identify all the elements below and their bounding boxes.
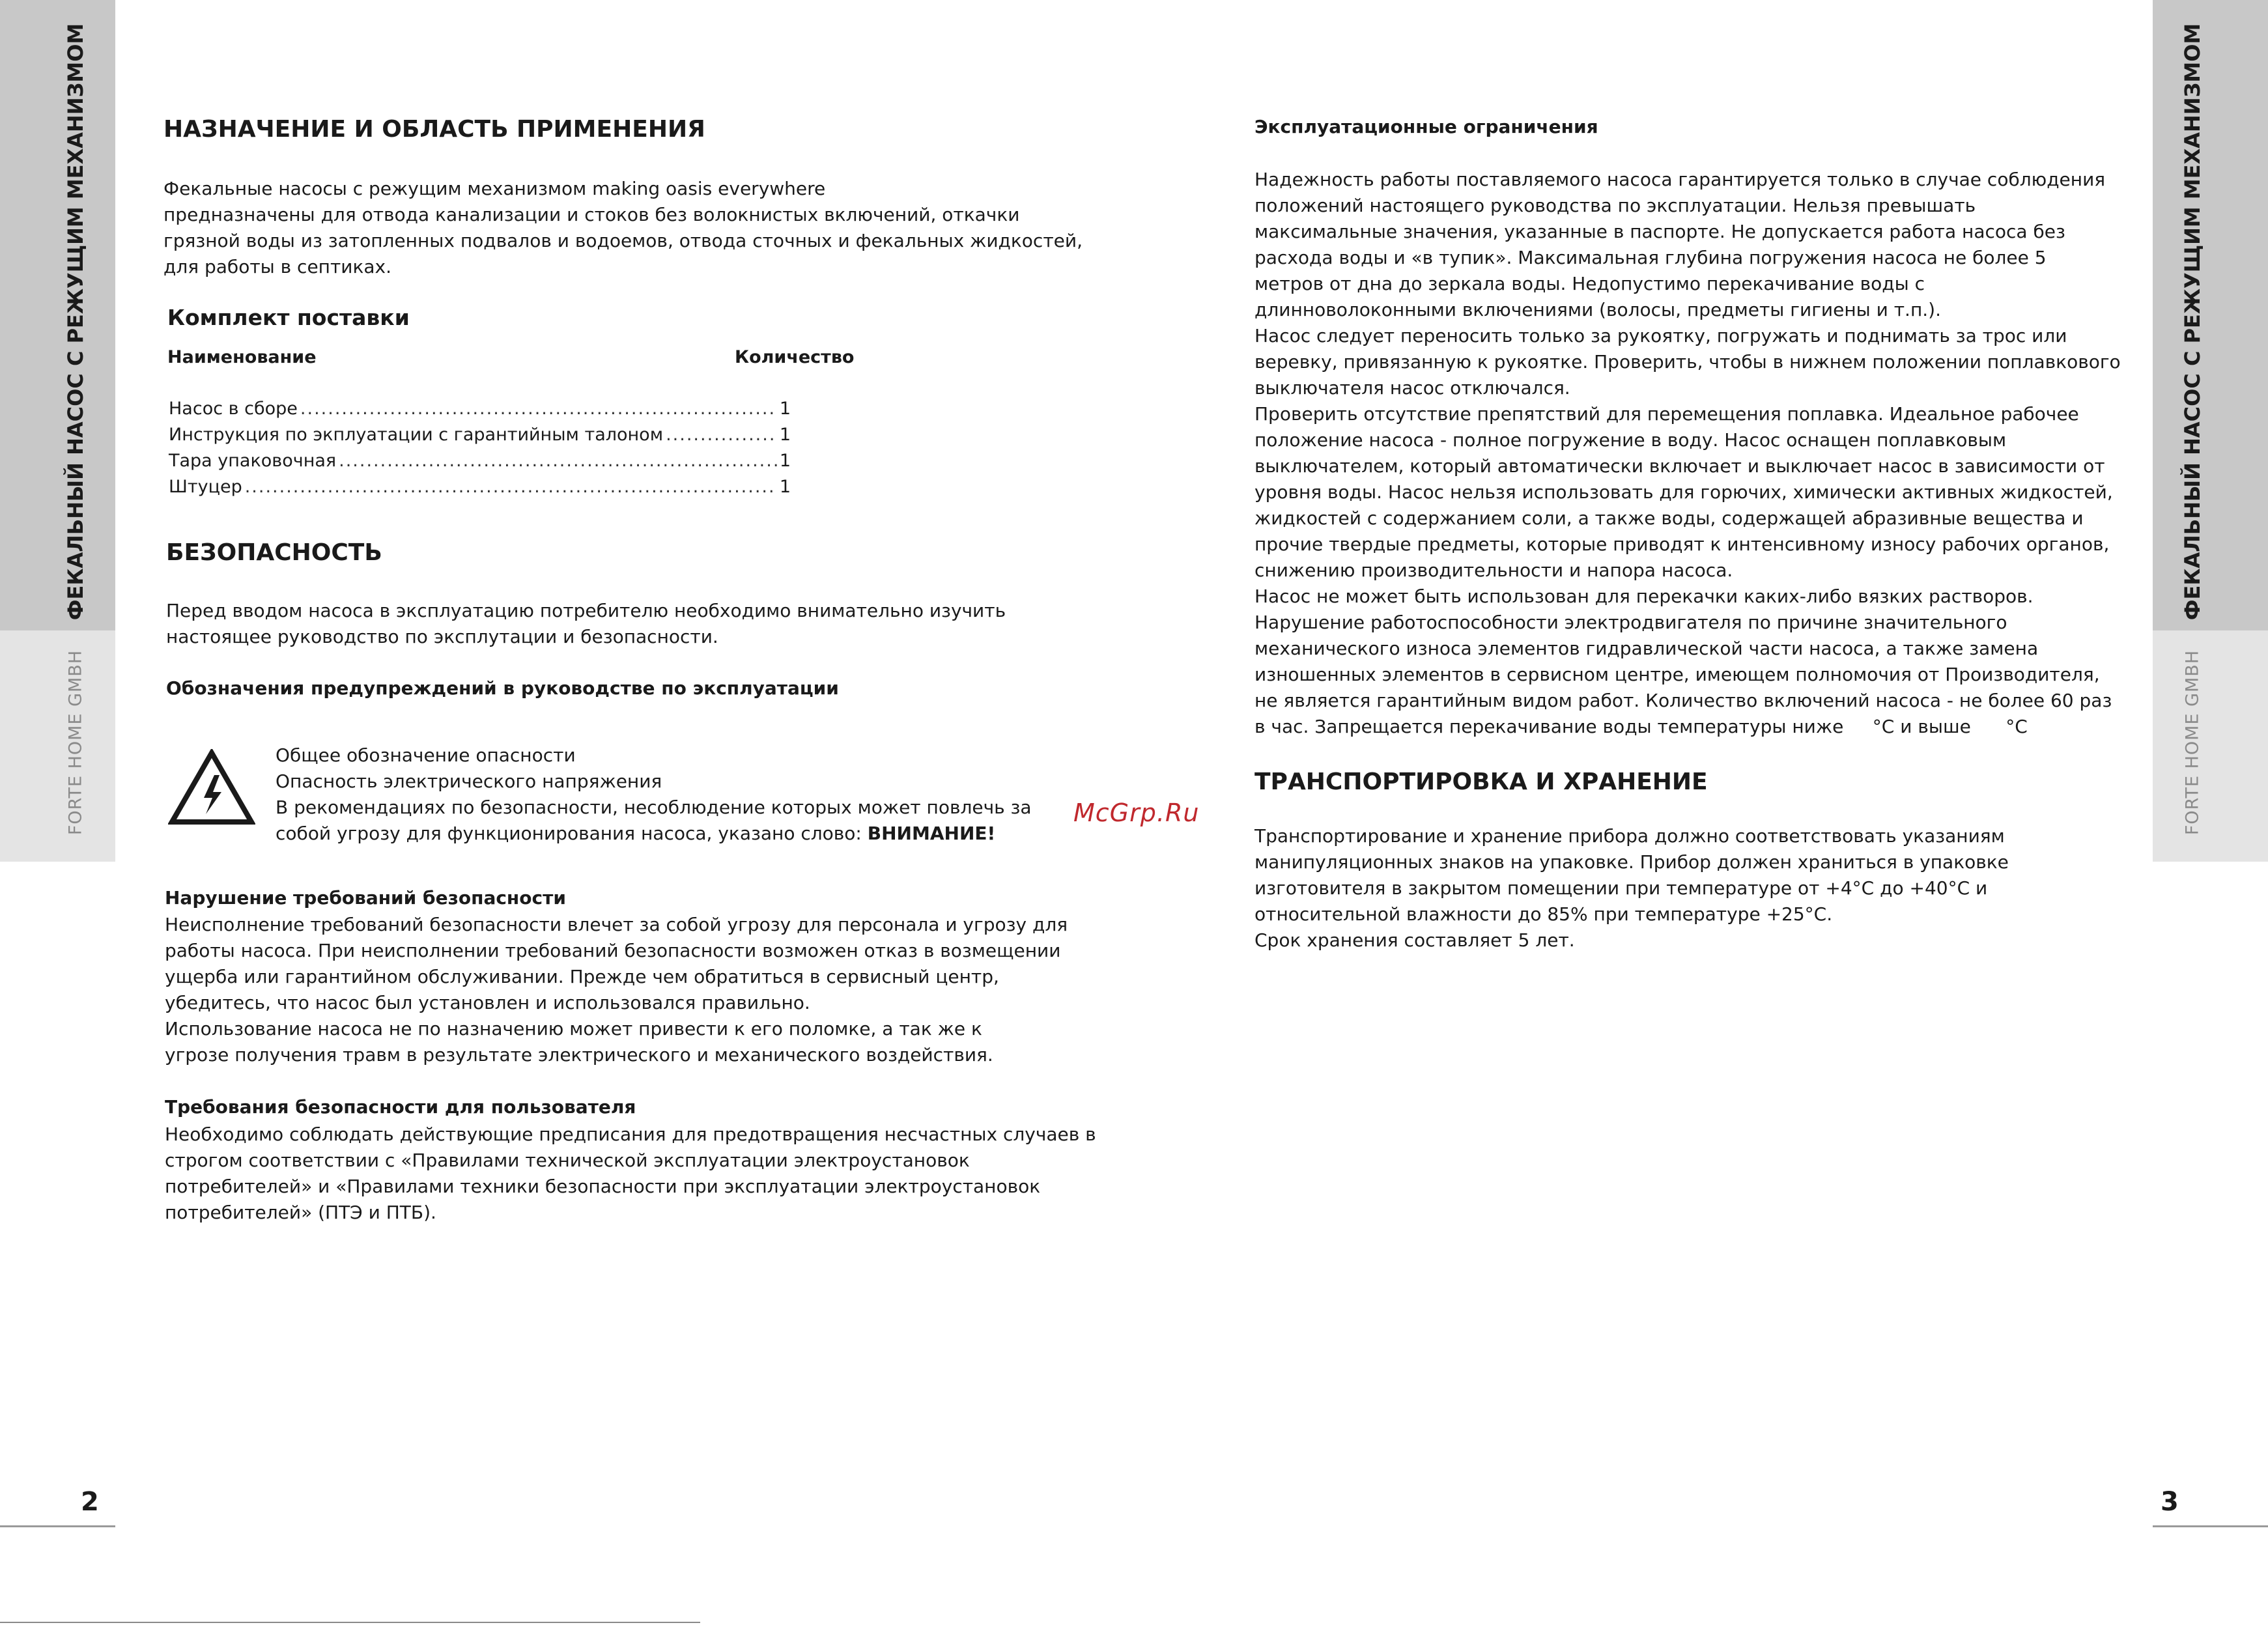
text-line: снижению производительности и напора насоса.: [1254, 559, 1733, 581]
text-line: веревку, привязанную к рукоятке. Проверить, чтобы в нижнем положении поплавкового: [1254, 351, 2121, 373]
purpose-text: [163, 176, 1083, 280]
left-page-number: 2: [81, 1487, 99, 1517]
kit-item-name: Тара упаковочная: [169, 451, 337, 471]
text-line: не является гарантийным видом работ. Количество включений насоса - не более 60 раз: [1254, 690, 2112, 711]
text-line: В рекомендациях по безопасности, несоблюдение которых может повлечь за: [276, 797, 1032, 818]
text-line: механического износа элементов гидравлической части насоса, а также замена: [1254, 638, 2039, 659]
kit-item-qty: 1: [779, 451, 791, 471]
text-line: Неисполнение требований безопасности влечет за собой угрозу для персонала и угрозу для: [165, 914, 1068, 935]
text-line: расхода воды и «в тупик». Максимальная глубина погружения насоса не более 5: [1254, 247, 2047, 268]
kit-row: [169, 425, 791, 445]
left-side-tab-title-block: [0, 0, 115, 630]
text-line: уровня воды. Насос нельзя использовать для горючих, химически активных жидкостей,: [1254, 481, 2113, 503]
text-line: положение насоса - полное погружение в воду. Насос оснащен поплавковым: [1254, 429, 2007, 451]
right-side-tab-title-block: [2153, 0, 2268, 630]
limits-title: Эксплуатационные ограничения: [1254, 116, 1598, 137]
text-line: изношенных элементов в сервисном центре, имеющем полномочия от Производителя,: [1254, 664, 2100, 685]
kit-item-qty: 1: [779, 399, 791, 419]
text-line: строгом соответствии с «Правилами технической эксплуатации электроустановок: [165, 1150, 970, 1171]
text-line: выключателя насос отключался.: [1254, 377, 1570, 399]
text-line: [276, 821, 1032, 847]
right-page-number: 3: [2161, 1487, 2179, 1517]
leader-dots: [300, 399, 777, 419]
right-side-tab-title: ФЕКАЛЬНЫЙ НАСОС С РЕЖУЩИМ МЕХАНИЗМОМ: [2180, 23, 2205, 621]
violation-title: Нарушение требований безопасности: [165, 887, 566, 909]
left-side-tab-company-block: [0, 630, 115, 862]
text-line: Срок хранения составляет 5 лет.: [1254, 929, 1575, 951]
user-requirements-title: Требования безопасности для пользователя: [165, 1096, 636, 1118]
text-line: Проверить отсутствие препятствий для перемещения поплавка. Идеальное рабочее: [1254, 403, 2079, 425]
text-line: Надежность работы поставляемого насоса гарантируется только в случае соблюдения: [1254, 169, 2106, 190]
text-line: угрозе получения травм в результате электрического и механического воздействия.: [165, 1044, 993, 1066]
left-side-tab-company: FORTE HOME GMBH: [65, 649, 86, 836]
text-line: длинноволоконными включениями (волосы, предметы гигиены и т.п.).: [1254, 299, 1941, 320]
text-line: ущерба или гарантийном обслуживании. Прежде чем обратиться в сервисный центр,: [165, 966, 999, 987]
leader-dots: [666, 425, 777, 445]
user-requirements-text: [165, 1122, 1096, 1226]
text-line: предназначены для отвода канализации и стоков без волокнистых включений, откачки: [163, 204, 1020, 225]
text-line: прочие твердые предметы, которые приводят к интенсивному износу рабочих органов,: [1254, 533, 2110, 555]
kit-col-qty: Количество: [735, 347, 855, 367]
left-side-tab-title: ФЕКАЛЬНЫЙ НАСОС С РЕЖУЩИМ МЕХАНИЗМОМ: [63, 23, 88, 621]
text-line: Необходимо соблюдать действующие предписания для предотвращения несчастных случаев в: [165, 1123, 1096, 1145]
warnings-title: Обозначения предупреждений в руководстве по эксплуатации: [166, 677, 839, 699]
text-line: метров от дна до зеркала воды. Недопустимо перекачивание воды с: [1254, 273, 1925, 294]
text-line: в час. Запрещается перекачивание воды температуры ниже °С и выше °С: [1254, 716, 2028, 737]
kit-item-name: Инструкция по экплуатации с гарантийным талоном: [169, 425, 664, 445]
right-side-tab-company: FORTE HOME GMBH: [2182, 649, 2203, 836]
text-line: Насос не может быть использован для перекачки каких-либо вязких растворов.: [1254, 586, 2034, 607]
text-line: жидкостей с содержанием соли, а также воды, содержащей абразивные вещества и: [1254, 507, 2084, 529]
text-line: относительной влажности до 85% при температуре +25°С.: [1254, 903, 1833, 925]
text-line: Нарушение работоспособности электродвигателя по причине значительного: [1254, 612, 2007, 633]
warning-last-text: собой угрозу для функционирования насоса, указано слово:: [276, 823, 868, 844]
violation-text: [165, 912, 1068, 1068]
section-title-purpose: НАЗНАЧЕНИЕ И ОБЛАСТЬ ПРИМЕНЕНИЯ: [163, 116, 705, 143]
text-line: изготовителя в закрытом помещении при температуре от +4°С до +40°С и: [1254, 877, 1988, 899]
kit-title: Комплект поставки: [167, 305, 410, 330]
watermark: McGrp.Ru: [1073, 798, 1200, 827]
electric-hazard-icon: [168, 749, 255, 826]
text-line: Общее обозначение опасности: [276, 744, 576, 766]
text-line: положений настоящего руководства по эксплуатации. Нельзя превышать: [1254, 195, 1976, 216]
text-line: максимальные значения, указанные в паспорте. Не допускается работа насоса без: [1254, 221, 2065, 242]
text-line: для работы в септиках.: [163, 256, 392, 277]
kit-row: [169, 399, 791, 419]
text-line: Фекальные насосы с режущим механизмом making oasis everywhere: [163, 178, 826, 199]
safety-text: [166, 598, 1006, 650]
kit-item-qty: 1: [779, 425, 791, 445]
text-line: Перед вводом насоса в эксплуатацию потребителю необходимо внимательно изучить: [166, 600, 1006, 621]
text-line: Опасность электрического напряжения: [276, 770, 662, 792]
text-line: Транспортирование и хранение прибора должно соответствовать указаниям: [1254, 825, 2005, 847]
right-side-tab-company-block: [2153, 630, 2268, 862]
text-line: потребителей» (ПТЭ и ПТБ).: [165, 1202, 436, 1223]
transport-text: [1254, 823, 2009, 954]
text-line: убедитесь, что насос был установлен и использовался правильно.: [165, 992, 810, 1013]
bottom-edge-line: [0, 1622, 700, 1623]
leader-dots: [245, 477, 777, 497]
text-line: грязной воды из затопленных подвалов и водоемов, отвода сточных и фекальных жидкостей,: [163, 230, 1083, 251]
text-line: потребителей» и «Правилами техники безопасности при эксплуатации электроустановок: [165, 1176, 1041, 1197]
kit-item-name: Штуцер: [169, 477, 242, 497]
text-line: настоящее руководство по эксплутации и безопасности.: [166, 626, 718, 647]
text-line: выключателем, который автоматически включает и выключает насос в зависимости от: [1254, 455, 2105, 477]
text-line: манипуляционных знаков на упаковке. Прибор должен храниться в упаковке: [1254, 851, 2009, 873]
limits-text: [1254, 167, 2121, 740]
text-line: работы насоса. При неисполнении требований безопасности возможен отказ в возмещении: [165, 940, 1061, 961]
kit-row: [169, 451, 791, 471]
text-line: Использование насоса не по назначению может привести к его поломке, а так же к: [165, 1018, 982, 1039]
warning-legend: [276, 742, 1032, 847]
kit-row: [169, 477, 791, 497]
warning-keyword: ВНИМАНИЕ!: [867, 823, 996, 844]
section-title-transport: ТРАНСПОРТИРОВКА И ХРАНЕНИЕ: [1254, 769, 1708, 795]
kit-item-qty: 1: [779, 477, 791, 497]
right-page-rule: [2153, 1525, 2268, 1527]
leader-dots: [339, 451, 777, 471]
section-title-safety: БЕЗОПАСНОСТЬ: [166, 539, 382, 566]
kit-col-name: Наименование: [167, 347, 317, 367]
left-page-rule: [0, 1525, 115, 1527]
kit-item-name: Насос в сборе: [169, 399, 298, 419]
text-line: Насос следует переносить только за рукоятку, погружать и поднимать за трос или: [1254, 325, 2067, 346]
